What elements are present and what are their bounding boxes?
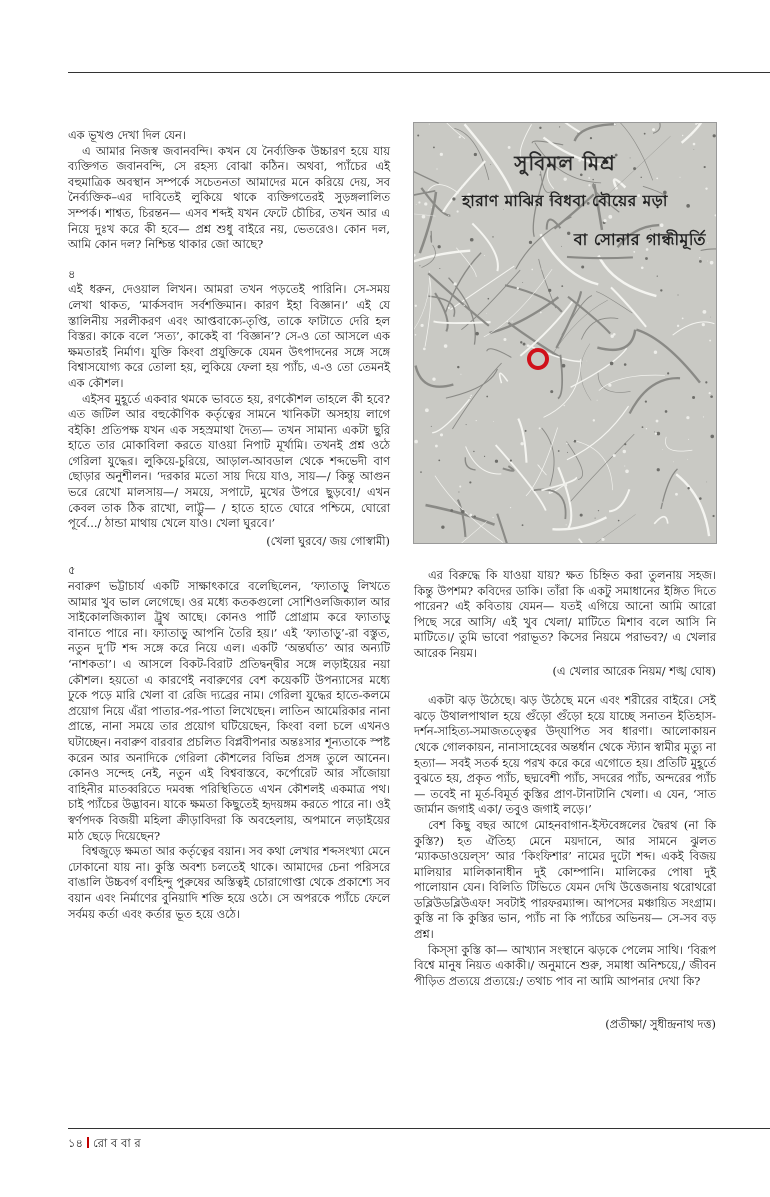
paragraph: এর বিরুদ্ধে কি যাওয়া যায়? ক্ষত চিহ্নিত করা তুলনায় সহজ। কিন্তু উপশম? কবিদের ডাকি। তাঁরা কি একটু সমাধানের ইঙ্গিত দিতে পারেন? এই কবিতায় যেমন— যতই এগিয়ে আনো আমি আরো পিছে সরে আসি/ এই খুব খেলা/ মাটিতে মিশাব বলে আসি নি মাটিতে।/ তুমি ভাবো পরাভূত? কিসের নিয়মে পরাভব?/ এ খেলার আরেক নিয়ম।	[414, 568, 716, 660]
section-number: ৫	[68, 563, 76, 578]
citation: (খেলা ঘুরবে/ জয় গোস্বামী)	[266, 533, 390, 548]
paragraph: এই ধরুন, দেওয়াল লিখন। আমরা তখন পড়তেই পারিনি। সে-সময় লেখা থাকত, ‘মার্কসবাদ সর্বশক্তিমান। কারণ ইহা বিজ্ঞান।’ এই যে স্তালিনীয় সরলীকরণ এবং আপ্তবাক্যে-তৃপ্তি, তাকে ফাটাতে দেরি হল বিস্তর। কাকে বলে ‘সত্য’, কাকেই বা ‘বিজ্ঞান’? সে-ও তো আসলে এক ক্ষমতারই নির্মাণ। যুক্তি কিংবা প্রযুক্তিকে যেমন উৎপাদনের সঙ্গে সঙ্গে বিশ্বাসযোগ্য করে তোলা হয়, লুকিয়ে ফেলা হয় প্যাঁচ, এ-ও তো তেমনই এক কৌশল।	[68, 282, 390, 390]
paragraph: একটা ঝড় উঠেছে। ঝড় উঠেছে মনে এবং শরীরের বাইরে। সেই ঝড়ে উথালপাথাল হয়ে গুঁড়ো গুঁড়ো হয়ে যাচ্ছে সনাতন ইতিহাস-দর্শন-সাহিত্য-সমাজতত্ত্বের উদ্‌যাপিত সব ধারণা। আলোকায়ন থেকে গোলকায়ন, নানাসাহেবের অন্তর্ধান থেকে স্ট্যান স্বামীর মৃত্যু না হত্যা— সবই সতর্ক হয়ে পরখ করে করে এগোতে হয়। প্রতিটি মুহূর্তে বুঝতে হয়, প্রকৃত প্যাঁচ, ছদ্মবেশী প্যাঁচ, সদরের প্যাঁচ, অন্দরের প্যাঁচ— তবেই না মূর্ত-বিমূর্ত কুস্তির প্রাণ-টানাটানি খেলা। এ যেন, ‘সাত জার্মান জগাই একা/ তবুও জগাই লড়ে।’	[414, 693, 716, 817]
header-rule	[68, 72, 770, 73]
magazine-name: রো ব বা র	[92, 1136, 141, 1150]
cover-title: হারাণ মাঝির বিধবা বৌয়ের মড়া	[462, 191, 668, 210]
paragraph: বিশ্বজুড়ে ক্ষমতা আর কর্তৃত্বের বয়ান। সব কথা লেখার শব্দসংখ্যা মেনে ঢোকানো যায় না। কুস্তি অবশ্য চলতেই থাকে। আমাদের চেনা পরিসরে বাঙালি উচ্চবর্গ বর্ণহিন্দু পুরুষের অস্তিত্বই চোরাগোপ্তা থেকে প্রকাশ্যে সব বয়ান এবং নির্মাণের বুনিয়াদি শক্তি হয়ে ওঠে। সে অপরকে প্যাঁচে ফেলে সর্বময় কর্তা এবং কর্তার ভূত হয়ে ওঠে।	[68, 844, 390, 921]
paragraph: কিস্‌সা কুস্তি কা— আখ্যান সংস্থানে ঝড়কে পেলেম সাথি। ‘বিরূপ বিশ্বে মানুষ নিয়ত একাকী।/ অনুমানে শুরু, সমাধা অনিশ্চয়ে,/ জীবন পীড়িত প্রত্যয়ে প্রত্যয়ে:/ তথাচ পাব না আমি আপনার দেখা কি?	[414, 942, 716, 988]
page-number: ১৪	[68, 1136, 83, 1150]
citation: (প্রতীক্ষা/ সুধীন্দ্রনাথ দত্ত)	[605, 1017, 716, 1032]
map-illustration	[414, 123, 716, 543]
cover-subtitle: বা সোনার গান্ধীমূর্তি	[573, 230, 706, 249]
section-number: ৪	[68, 266, 76, 281]
book-cover-image	[413, 122, 717, 544]
cover-author: সুবিমল মিশ্র	[514, 151, 616, 175]
citation: (এ খেলার আরেক নিয়ম/ শঙ্খ ঘোষ)	[552, 663, 716, 678]
paragraph: এইসব মুহূর্তে একবার থমকে ভাবতে হয়, রণকৌশল তাহলে কী হবে? এত জটিল আর বহুকৌণিক কর্তৃত্বের সামনে খানিকটা অসহায় লাগে বইকি! প্রতিপক্ষ যখন এক সহস্রমাথা দৈত্য— তখন সামান্য একটা ছুরি হাতে তার মোকাবিলা করতে যাওয়া নিপাট মূর্খামি। তখনই প্রশ্ন ওঠে গেরিলা যুদ্ধের। লুকিয়ে-চুরিয়ে, আড়াল-আবডাল থেকে শব্দভেদী বাণ ছোড়ার অনুশীলন। ‘দরকার মতো সায় দিয়ে যাও, সায়—/ কিন্তু আগুন ভরে রেখো মালসায়—/ সময়ে, সপাটে, মুখের উপরে ছুড়বে!/ এখন কেবল তাক ঠিক রাখো, লাট্টু— / হাতে হাতে ঘোরে পশ্চিমে, ঘোরো পূর্বে.../ ঠান্ডা মাথায় খেলে যাও। খেলা ঘুরবে।’	[68, 391, 390, 531]
spacer	[414, 679, 716, 693]
paragraph: বেশ কিছু বছর আগে মোহনবাগান-ইস্টবেঙ্গলের দ্বৈরথ (না কি কুস্তি?) হত ঐতিহ্য মেনে ময়দানে, আর সামনে ঝুলত ‘ম্যাকডাওয়েল্‌স’ আর ‘কিংফিশার’ নামের দুটো শব্দ। একই বিজয় মালিয়ার মালিকানাধীন দুই কোম্পানি। মালিকের পোষা দুই পালোয়ান যেন। বিলিতি টিভিতে যেমন দেখি উত্তেজনায় থরোথরো ডব্লিউডব্লিউএফ! সবটাই পারফরম্যান্স। আপসের মঞ্চায়িত সংগ্রাম। কুস্তি না কি কুস্তির ভান, প্যাঁচ না কি প্যাঁচের অভিনয়— সে-সব বড় প্রশ্ন।	[414, 817, 716, 942]
paragraph: নবারুণ ভট্টাচার্য একটি সাক্ষাৎকারে বলেছিলেন, ‘ফ্যাতাড়ু লিখতে আমার খুব ভাল লেগেছে। ওর মধ্যে কতকগুলো সোশিওলজিক্যাল আর সাইকোলজিক্যাল ট্রুথ আছে। কোনও পার্টি প্রোগ্রাম করে ফ্যাতাড়ু বানাতে পারে না। ফ্যাতাড়ু আপনি তৈরি হয়।’ এই ‘ফ্যাতাড়ু’-রা বস্তুত, নতুন দু’টি শব্দ সঙ্গে করে নিয়ে এল। একটি ‘অন্তর্ঘাত’ আর অন্যটি ‘নাশকতা’। এ আসলে বিকট-বিরাট প্রতিদ্বন্দ্বীর সঙ্গে লড়াইয়ের নয়া কৌশল। হয়তো এ কারণেই নবারুণের বেশ কয়েকটি উপন্যাসের মধ্যে ঢুকে পড়ে মারি খেলা বা রেজি দ্যব্রের নাম। গেরিলা যুদ্ধের হাতে-কলমে প্রয়োগ নিয়ে এঁরা পাতার-পর-পাতা লিখেছেন। লাতিন আমেরিকার নানা প্রান্তে, নানা সময়ে তার প্রয়োগ ঘটিয়েছেন, কিংবা বলা চলে এখনও ঘটাচ্ছেন। নবারুণ বারবার প্রচলিত বিপ্লবীপনার অন্তঃসার শূন্যতাকে স্পষ্ট করেন আর অনাদিকে গেরিলা কৌশলের বিভিন্ন প্রসঙ্গ তুলে আনেন। কোনও সন্দেহ নেই, নতুন এই বিশ্ববাস্তবে, কর্পোরেট আর সাঁজোয়া বাহিনীর মাতব্বরিতে দমবন্ধ পরিস্থিতিতে এখন কৌশলই একমাত্র পথ। চাই প্যাঁচের উদ্ভাবন। যাকে ক্ষমতা কিছুতেই হৃদয়ঙ্গম করতে পারে না। ওই স্বর্ণপদক বিজয়ী মহিলা ক্রীড়াবিদরা কি অবহেলায়, অপমানে লড়াইয়ের মাঠ ছেড়ে দিয়েছেন?	[68, 579, 390, 843]
spacer	[414, 989, 716, 1015]
right-column	[414, 568, 716, 1033]
page-footer	[68, 1135, 141, 1154]
footer-rule	[68, 1128, 770, 1129]
footer-separator	[87, 1137, 89, 1148]
paragraph: এক ভূখণ্ড দেখা দিল যেন।	[68, 128, 186, 142]
paragraph: এ আমার নিজস্ব জবানবন্দি। কখন যে নৈর্ব্যক্তিক উচ্চারণ হয়ে যায় ব্যক্তিগত জবানবন্দি, সে রহস্য বোঝা কঠিন। অথবা, প্যাঁচের এই বহুমাত্রিক অবস্থান সম্পর্কে সচেতনতা আমাদের মনে করিয়ে দেয়, সব নৈর্ব্যক্তিক–এর দাবিতেই লুকিয়ে থাকে ব্যক্তিগতেরই সুড়ঙ্গলালিত সম্পর্ক। শাশ্বত, চিরন্তন— এসব শব্দই যখন ফেটে চৌচির, তখন আর এ নিয়ে দুঃখ করে কী হবে— প্রশ্ন শুধু বাইরে নয়, ভেতরেও। কোন দল, আমি কোন দল? নিশ্চিন্ত থাকার জো আছে?	[68, 143, 390, 252]
left-column	[68, 128, 390, 922]
